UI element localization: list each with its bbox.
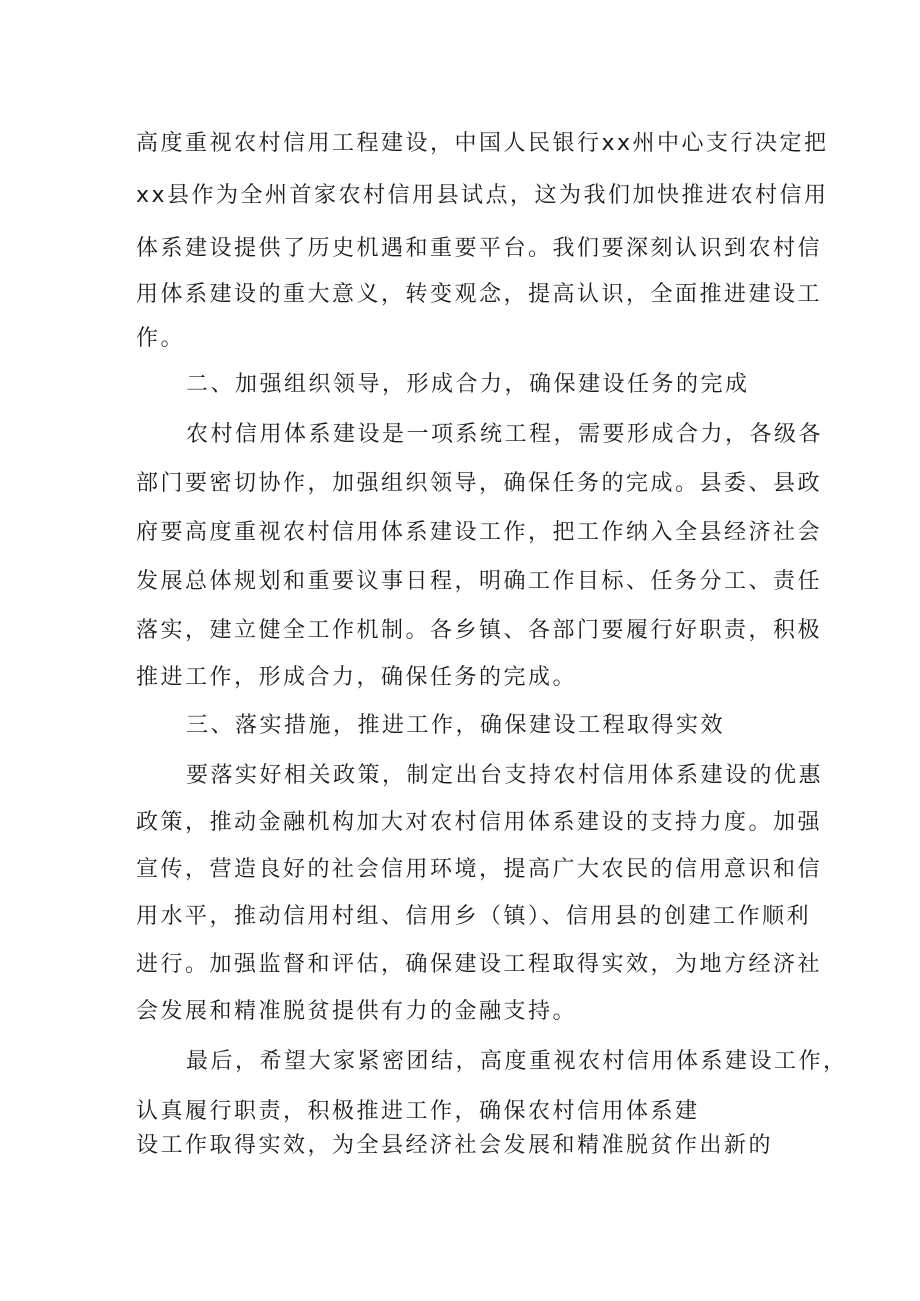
paragraph-line: 部门要密切协作，加强组织领导，确保任务的完成。县委、县政	[136, 471, 823, 496]
paragraph-line: 推进工作，形成合力，确保任务的完成。	[136, 665, 578, 690]
section-heading-3: 三、落实措施，推进工作，确保建设工程取得实效	[186, 713, 726, 738]
paragraph-line: 用体系建设的重大意义，转变观念，提高认识，全面推进建设工	[136, 282, 823, 307]
paragraph-line: 发展总体规划和重要议事日程，明确工作目标、任务分工、责任	[136, 569, 823, 594]
paragraph-line: 政策，推动金融机构加大对农村信用体系建设的支持力度。加强	[136, 810, 823, 835]
paragraph-line: 府要高度重视农村信用体系建设工作，把工作纳入全县经济社会	[136, 520, 823, 545]
paragraph-line: 宣传，营造良好的社会信用环境，提高广大农民的信用意识和信	[136, 857, 823, 882]
paragraph-line: 认真履行职责，积极推进工作，确保农村信用体系建	[136, 1099, 700, 1124]
paragraph-line: 落实，建立健全工作机制。各乡镇、各部门要履行好职责，积极	[136, 618, 823, 643]
paragraph-line: 会发展和精准脱贫提供有力的金融支持。	[136, 999, 578, 1024]
paragraph-line: 农村信用体系建设是一项系统工程，需要形成合力，各级各	[186, 422, 824, 447]
section-heading-2: 二、加强组织领导，形成合力，确保建设任务的完成	[186, 372, 750, 397]
paragraph-line: 高度重视农村信用工程建设，中国人民银行xx州中心支行决定把	[136, 131, 829, 156]
paragraph-line: 设工作取得实效，为全县经济社会发展和精准脱贫作出新的	[136, 1133, 774, 1158]
paragraph-line: 最后，希望大家紧密团结，高度重视农村信用体系建设工作，	[186, 1049, 848, 1074]
paragraph-line: 要落实好相关政策，制定出台支持农村信用体系建设的优惠	[186, 763, 824, 788]
paragraph-line: xx县作为全州首家农村信用县试点，这为我们加快推进农村信用	[136, 183, 829, 208]
paragraph-line: 作。	[136, 326, 186, 351]
paragraph-line: 进行。加强监督和评估，确保建设工程取得实效，为地方经济社	[136, 952, 823, 977]
paragraph-line: 体系建设提供了历史机遇和重要平台。我们要深刻认识到农村信	[136, 236, 823, 261]
paragraph-line: 用水平，推动信用村组、信用乡（镇）、信用县的创建工作顺利	[136, 904, 812, 929]
